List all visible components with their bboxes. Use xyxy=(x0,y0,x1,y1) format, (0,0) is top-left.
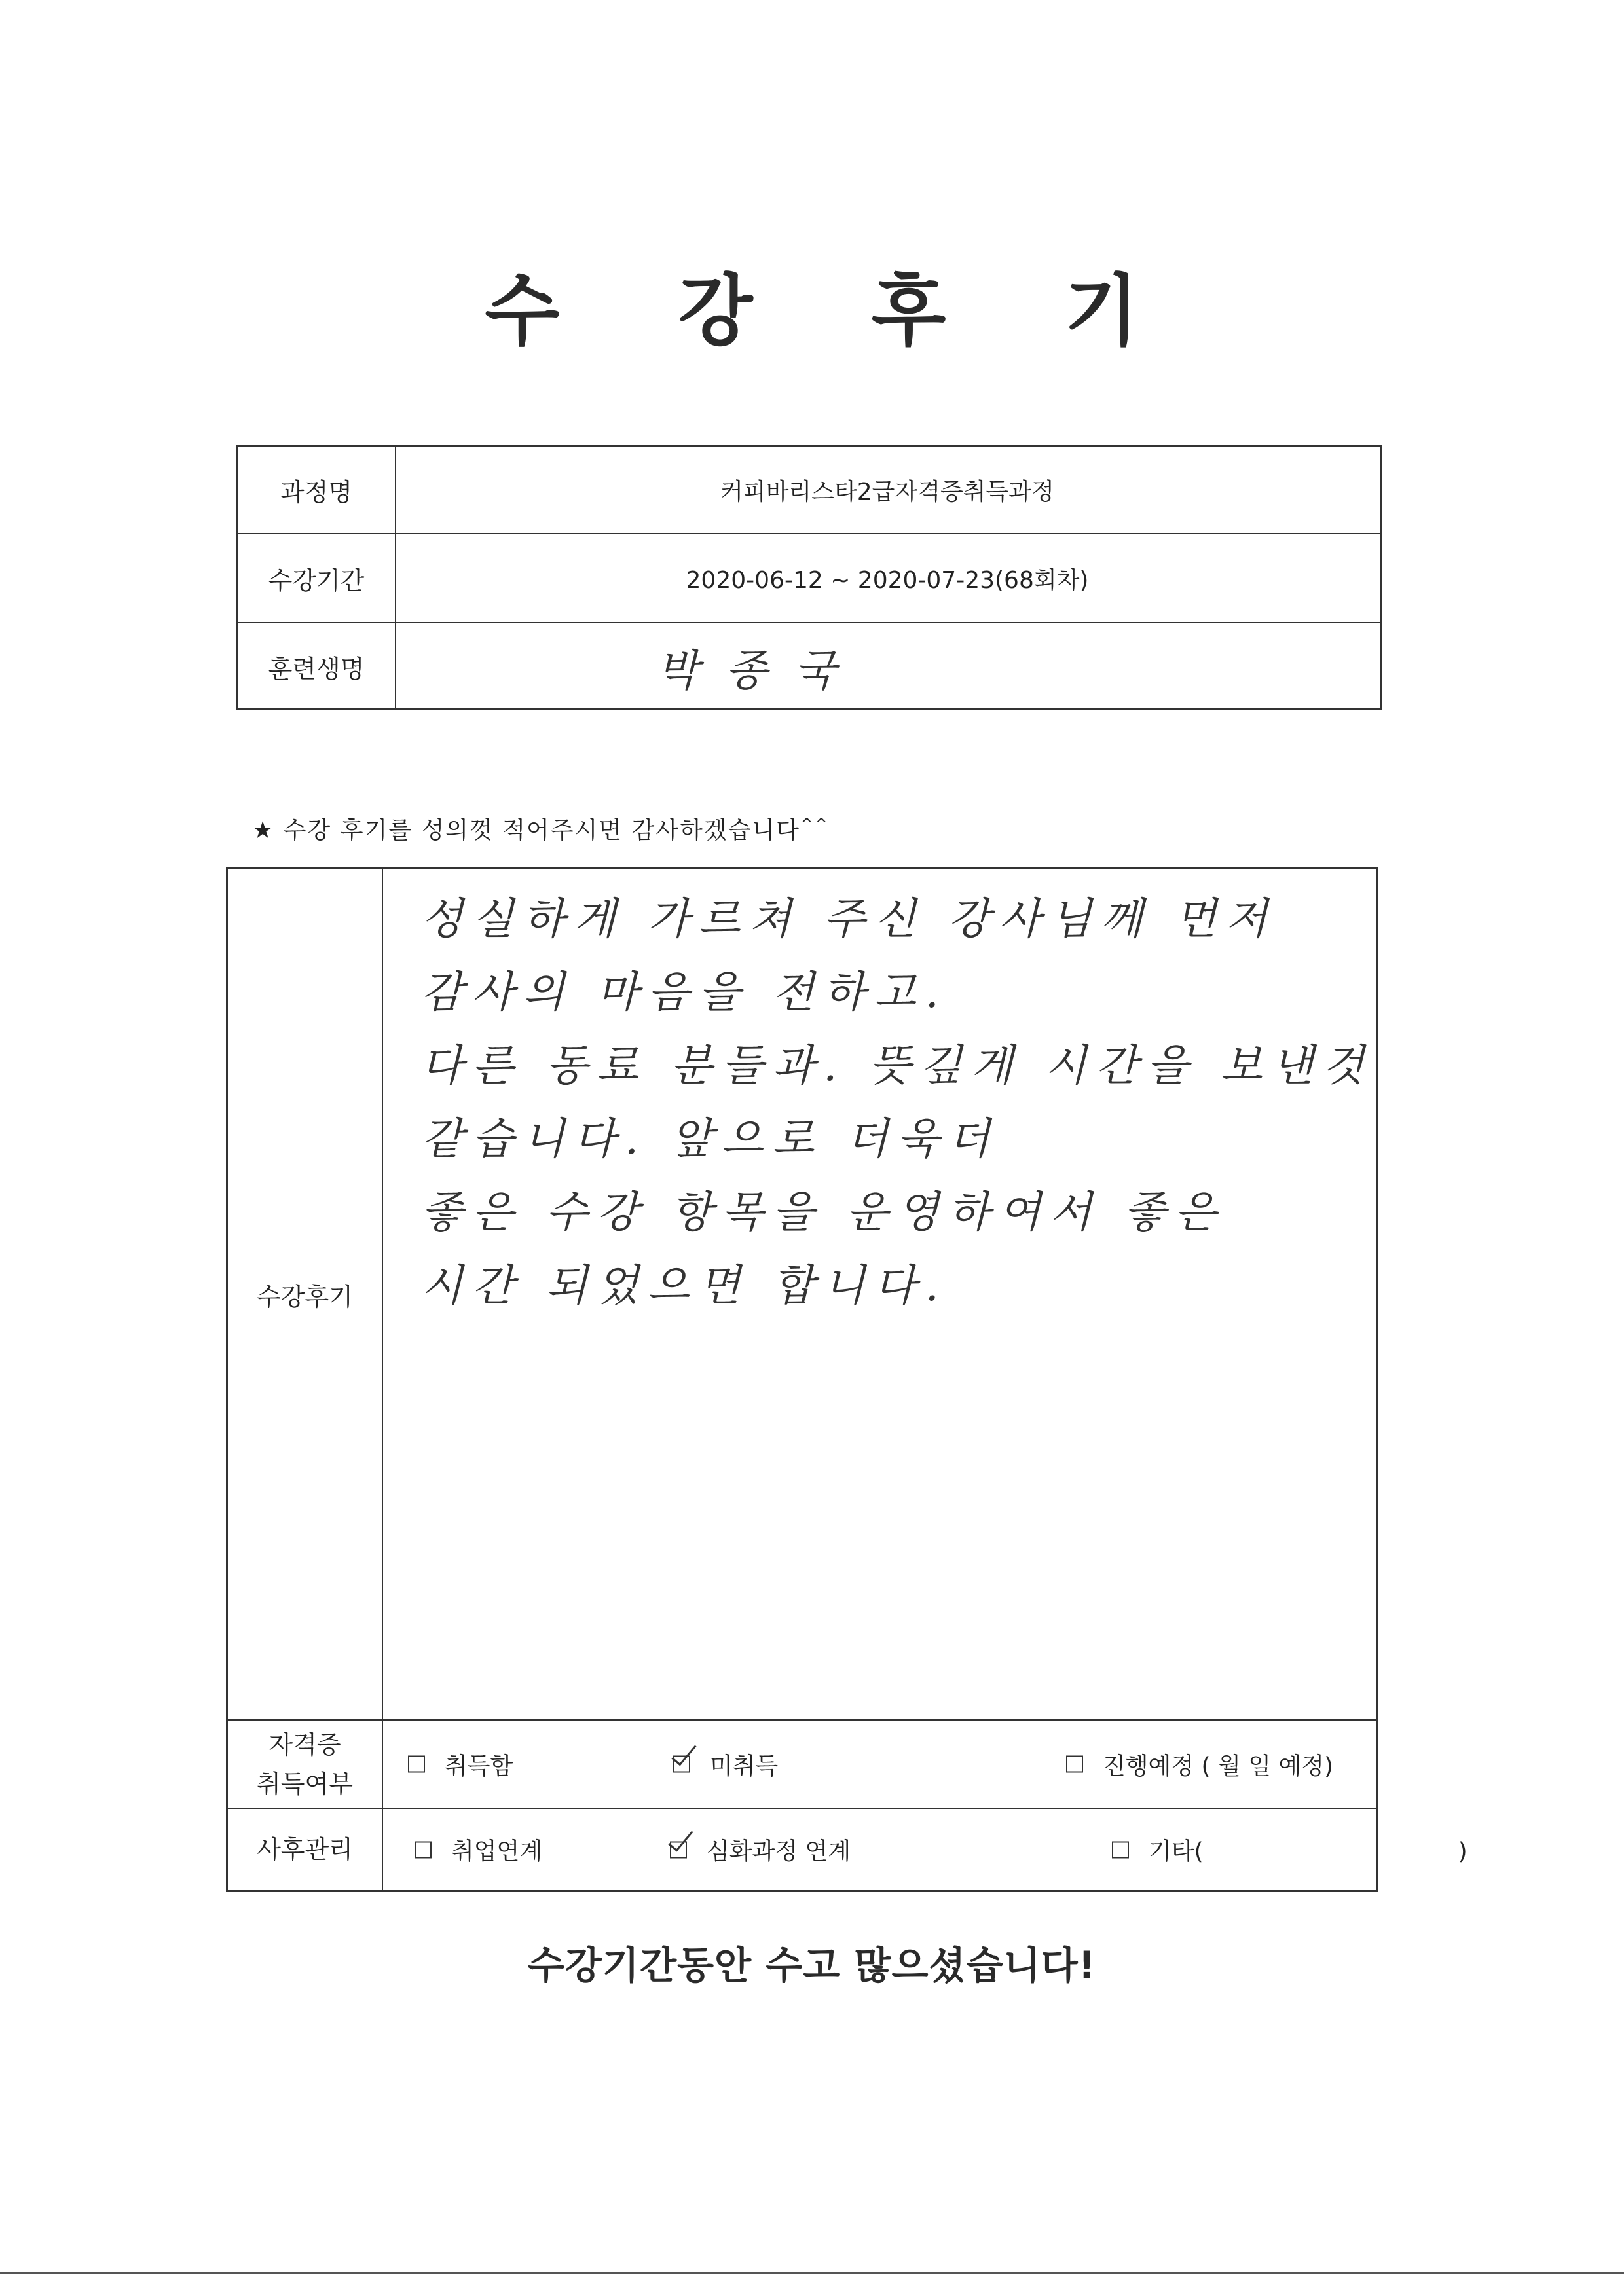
checkbox-planned[interactable] xyxy=(1066,1756,1083,1773)
review-handwritten-text xyxy=(421,883,1373,1322)
review-line: 감사의 마음을 전하고. xyxy=(421,967,948,1017)
option-job-link-label: 취업연계 xyxy=(451,1838,543,1865)
period-label: 수강기간 xyxy=(238,534,396,622)
certificate-options xyxy=(382,1721,1376,1808)
course-label: 과정명 xyxy=(238,447,396,533)
review-line: 성실하게 가르쳐 주신 강사님께 먼저 xyxy=(421,894,1277,944)
option-job-link[interactable] xyxy=(415,1833,542,1867)
review-line: 같습니다. 앞으로 더욱더 xyxy=(421,1114,999,1164)
course-row xyxy=(238,447,1380,534)
aftercare-label: 사후관리 xyxy=(228,1809,383,1890)
option-planned-label: 진행예정 ( 월 일 예정) xyxy=(1103,1753,1334,1779)
review-label: 수강후기 xyxy=(228,869,383,1719)
aftercare-row xyxy=(228,1809,1467,1890)
review-table xyxy=(226,867,1467,1892)
checkbox-other[interactable] xyxy=(1112,1841,1129,1858)
course-info-table xyxy=(236,445,1382,710)
star-icon: ★ xyxy=(252,817,275,844)
certificate-label xyxy=(228,1721,383,1808)
option-acquired[interactable] xyxy=(408,1747,513,1781)
option-advanced-course-label: 심화과정 연계 xyxy=(707,1838,851,1865)
certificate-row xyxy=(228,1721,1376,1809)
checkbox-job-link[interactable] xyxy=(415,1841,432,1858)
checkbox-not-acquired[interactable] xyxy=(673,1756,690,1773)
review-line: 다른 동료 분들과. 뜻깊게 시간을 보낸것 xyxy=(421,1040,1373,1091)
period-value: 2020-06-12 ~ 2020-07-23(68회차) xyxy=(686,566,1089,594)
option-not-acquired-label: 미취득 xyxy=(710,1753,779,1779)
review-line: 시간 되었으면 합니다. xyxy=(421,1260,948,1311)
option-not-acquired[interactable] xyxy=(673,1747,778,1781)
option-advanced-course[interactable] xyxy=(670,1833,851,1867)
review-row xyxy=(228,869,1376,1721)
note-text: 수강 후기를 성의껏 적어주시면 감사하겠습니다 xyxy=(274,817,801,844)
instruction-note xyxy=(252,812,829,845)
period-row xyxy=(238,534,1380,623)
review-line: 좋은 수강 항목을 운영하여서 좋은 xyxy=(421,1187,1226,1237)
aftercare-options xyxy=(382,1809,1467,1890)
trainee-row xyxy=(238,623,1380,710)
course-value: 커피바리스타2급자격증취득과정 xyxy=(720,479,1054,505)
page-title: 수 강 후 기 xyxy=(485,266,1185,356)
checkbox-acquired[interactable] xyxy=(408,1756,425,1773)
trainee-label: 훈련생명 xyxy=(238,623,396,710)
closing-message: 수강기간동안 수고 많으셨습니다! xyxy=(527,1943,1097,1988)
certificate-label-line2: 취득여부 xyxy=(257,1769,353,1798)
trainee-name-handwritten: 박 종 국 xyxy=(657,646,843,696)
option-other-label: 기타( ) xyxy=(1149,1838,1467,1865)
checkbox-advanced-course[interactable] xyxy=(670,1841,687,1858)
option-acquired-label: 취득함 xyxy=(445,1753,513,1779)
option-planned[interactable] xyxy=(1066,1747,1333,1781)
certificate-label-line1: 자격증 xyxy=(268,1730,341,1759)
note-suffix: ^^ xyxy=(800,815,830,833)
scan-edge-line xyxy=(0,2272,1624,2274)
option-other[interactable] xyxy=(1112,1833,1467,1867)
